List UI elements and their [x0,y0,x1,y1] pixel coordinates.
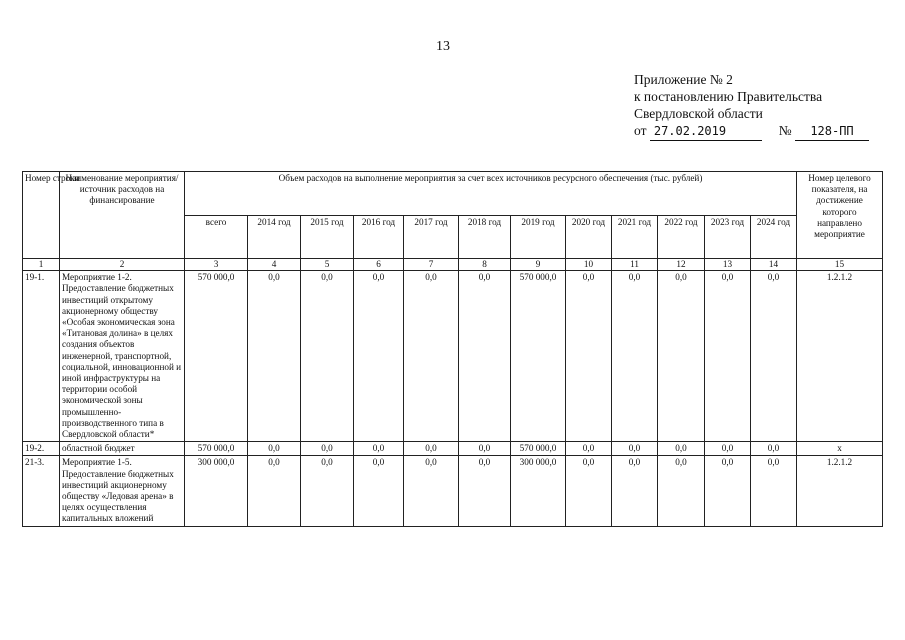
value-year: 0,0 [404,442,459,456]
table-row [23,271,883,442]
value-year: 0,0 [658,456,705,526]
column-number: 8 [459,259,511,271]
row-target: 1.2.1.2 [797,271,883,442]
value-year: 0,0 [354,456,404,526]
column-number: 5 [301,259,354,271]
value-year: 0,0 [404,271,459,442]
row-target: х [797,442,883,456]
row-number: 19-2. [23,442,60,456]
appendix-header [634,71,869,141]
row-target: 1.2.1.2 [797,456,883,526]
header-year: 2014 год [248,215,301,259]
value-year: 0,0 [354,442,404,456]
value-year: 0,0 [566,456,612,526]
table-row [23,456,883,526]
value-year: 0,0 [248,271,301,442]
column-number: 6 [354,259,404,271]
resolution-date: 27.02.2019 [650,123,762,141]
header-year: 2024 год [751,215,797,259]
page-number: 13 [436,39,450,54]
column-number: 1 [23,259,60,271]
header-total: всего [185,215,248,259]
value-year: 0,0 [301,456,354,526]
row-name: Мероприятие 1-2. Предоставление бюджетных инвестиций открытому акционерному обществу «Особая экономическая зона «Титановая долина» в целях создания объектов инженерной, транспортной, социальной, инновационной и иной инфраструктуры на территории особой экономической зоны промышленно-производственного типа в Свердловской области* [60,271,185,442]
value-year: 0,0 [248,456,301,526]
column-number: 13 [705,259,751,271]
header-row-number: Номер строки [23,172,60,259]
row-name: Мероприятие 1-5. Предоставление бюджетных инвестиций акционерному обществу «Ледовая арена» в целях осуществления капитальных вложений [60,456,185,526]
header-year: 2021 год [612,215,658,259]
value-year: 0,0 [705,456,751,526]
value-year: 300 000,0 [511,456,566,526]
value-total: 300 000,0 [185,456,248,526]
appendix-region: Свердловской области [634,106,763,121]
value-year: 0,0 [658,271,705,442]
header-year: 2020 год [566,215,612,259]
value-year: 570 000,0 [511,271,566,442]
value-year: 0,0 [612,271,658,442]
value-year: 0,0 [751,456,797,526]
header-year: 2019 год [511,215,566,259]
value-year: 0,0 [459,271,511,442]
value-year: 0,0 [705,442,751,456]
value-year: 0,0 [459,442,511,456]
column-number: 7 [404,259,459,271]
value-year: 0,0 [248,442,301,456]
value-year: 0,0 [354,271,404,442]
value-year: 0,0 [459,456,511,526]
column-number: 2 [60,259,185,271]
column-number: 12 [658,259,705,271]
header-year: 2022 год [658,215,705,259]
column-number: 3 [185,259,248,271]
header-year: 2023 год [705,215,751,259]
value-year: 0,0 [404,456,459,526]
column-number: 11 [612,259,658,271]
value-year: 0,0 [705,271,751,442]
value-year: 0,0 [301,442,354,456]
header-volume-group: Объем расходов на выполнение мероприятия за счет всех источников ресурсного обеспечения (тыс. рублей) [185,172,797,216]
appendix-reference: к постановлению Правительства [634,89,823,104]
value-year: 0,0 [751,442,797,456]
header-year: 2018 год [459,215,511,259]
value-year: 0,0 [301,271,354,442]
header-year: 2017 год [404,215,459,259]
header-name: Наименование мероприятия/источник расходов на финансирование [60,172,185,259]
value-year: 0,0 [566,271,612,442]
resolution-number: 128-ПП [795,123,869,141]
column-number: 4 [248,259,301,271]
row-number: 19-1. [23,271,60,442]
header-year: 2016 год [354,215,404,259]
row-number: 21-3. [23,456,60,526]
row-name: областной бюджет [60,442,185,456]
value-year: 0,0 [658,442,705,456]
column-number: 14 [751,259,797,271]
value-year: 0,0 [566,442,612,456]
value-year: 0,0 [751,271,797,442]
column-number: 9 [511,259,566,271]
value-year: 0,0 [612,456,658,526]
table-row [23,442,883,456]
column-number: 15 [797,259,883,271]
from-label: от [634,123,647,138]
header-year: 2015 год [301,215,354,259]
column-number: 10 [566,259,612,271]
number-label: № [778,123,792,138]
appendix-date-number [634,122,869,141]
value-year: 570 000,0 [511,442,566,456]
value-year: 0,0 [612,442,658,456]
value-total: 570 000,0 [185,271,248,442]
column-number-row [23,259,883,271]
value-total: 570 000,0 [185,442,248,456]
header-target: Номер целевого показателя, на достижение которого направлено мероприятие [797,172,883,259]
expenses-table [22,171,883,527]
appendix-title: Приложение № 2 [634,72,733,87]
